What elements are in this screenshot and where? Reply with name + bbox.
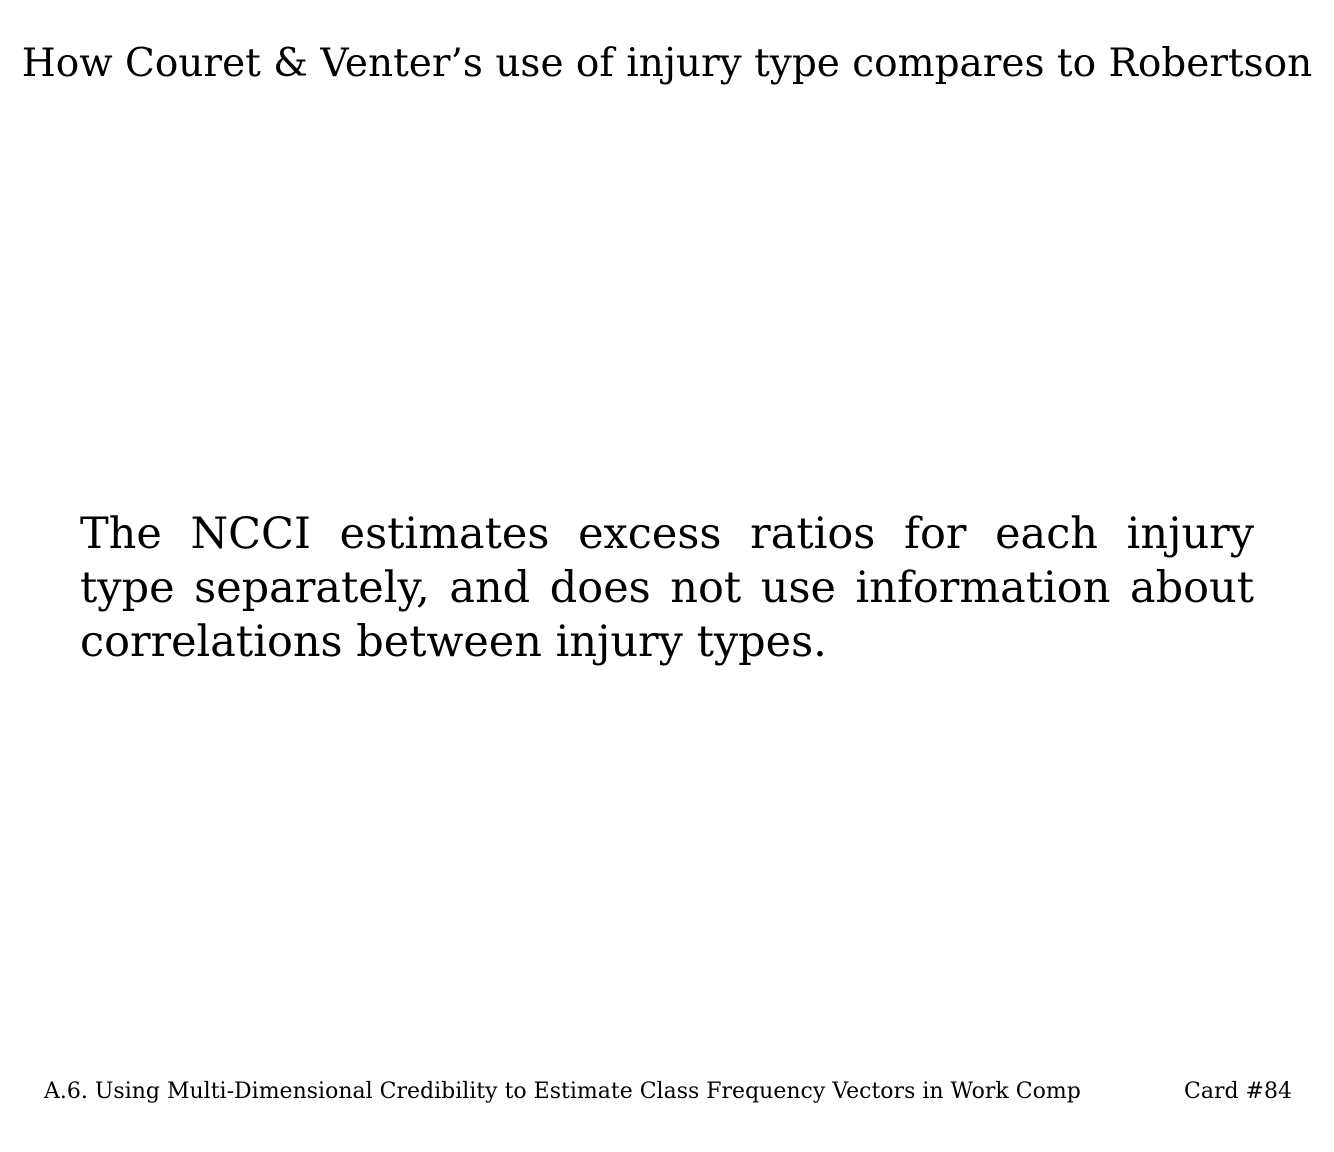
card-footer — [44, 1076, 1292, 1108]
footer-card-number: Card #84 — [1184, 1079, 1292, 1104]
card-title: How Couret & Venter’s use of injury type compares to Robertson — [21, 41, 1313, 86]
card-body-text: The NCCI estimates excess ratios for each injury type separately, and does not use information about correlations between injury types. — [80, 509, 1254, 667]
footer-section-title: A.6. Using Multi-Dimensional Credibility to Estimate Class Frequency Vectors in Work Comp — [44, 1079, 1081, 1104]
